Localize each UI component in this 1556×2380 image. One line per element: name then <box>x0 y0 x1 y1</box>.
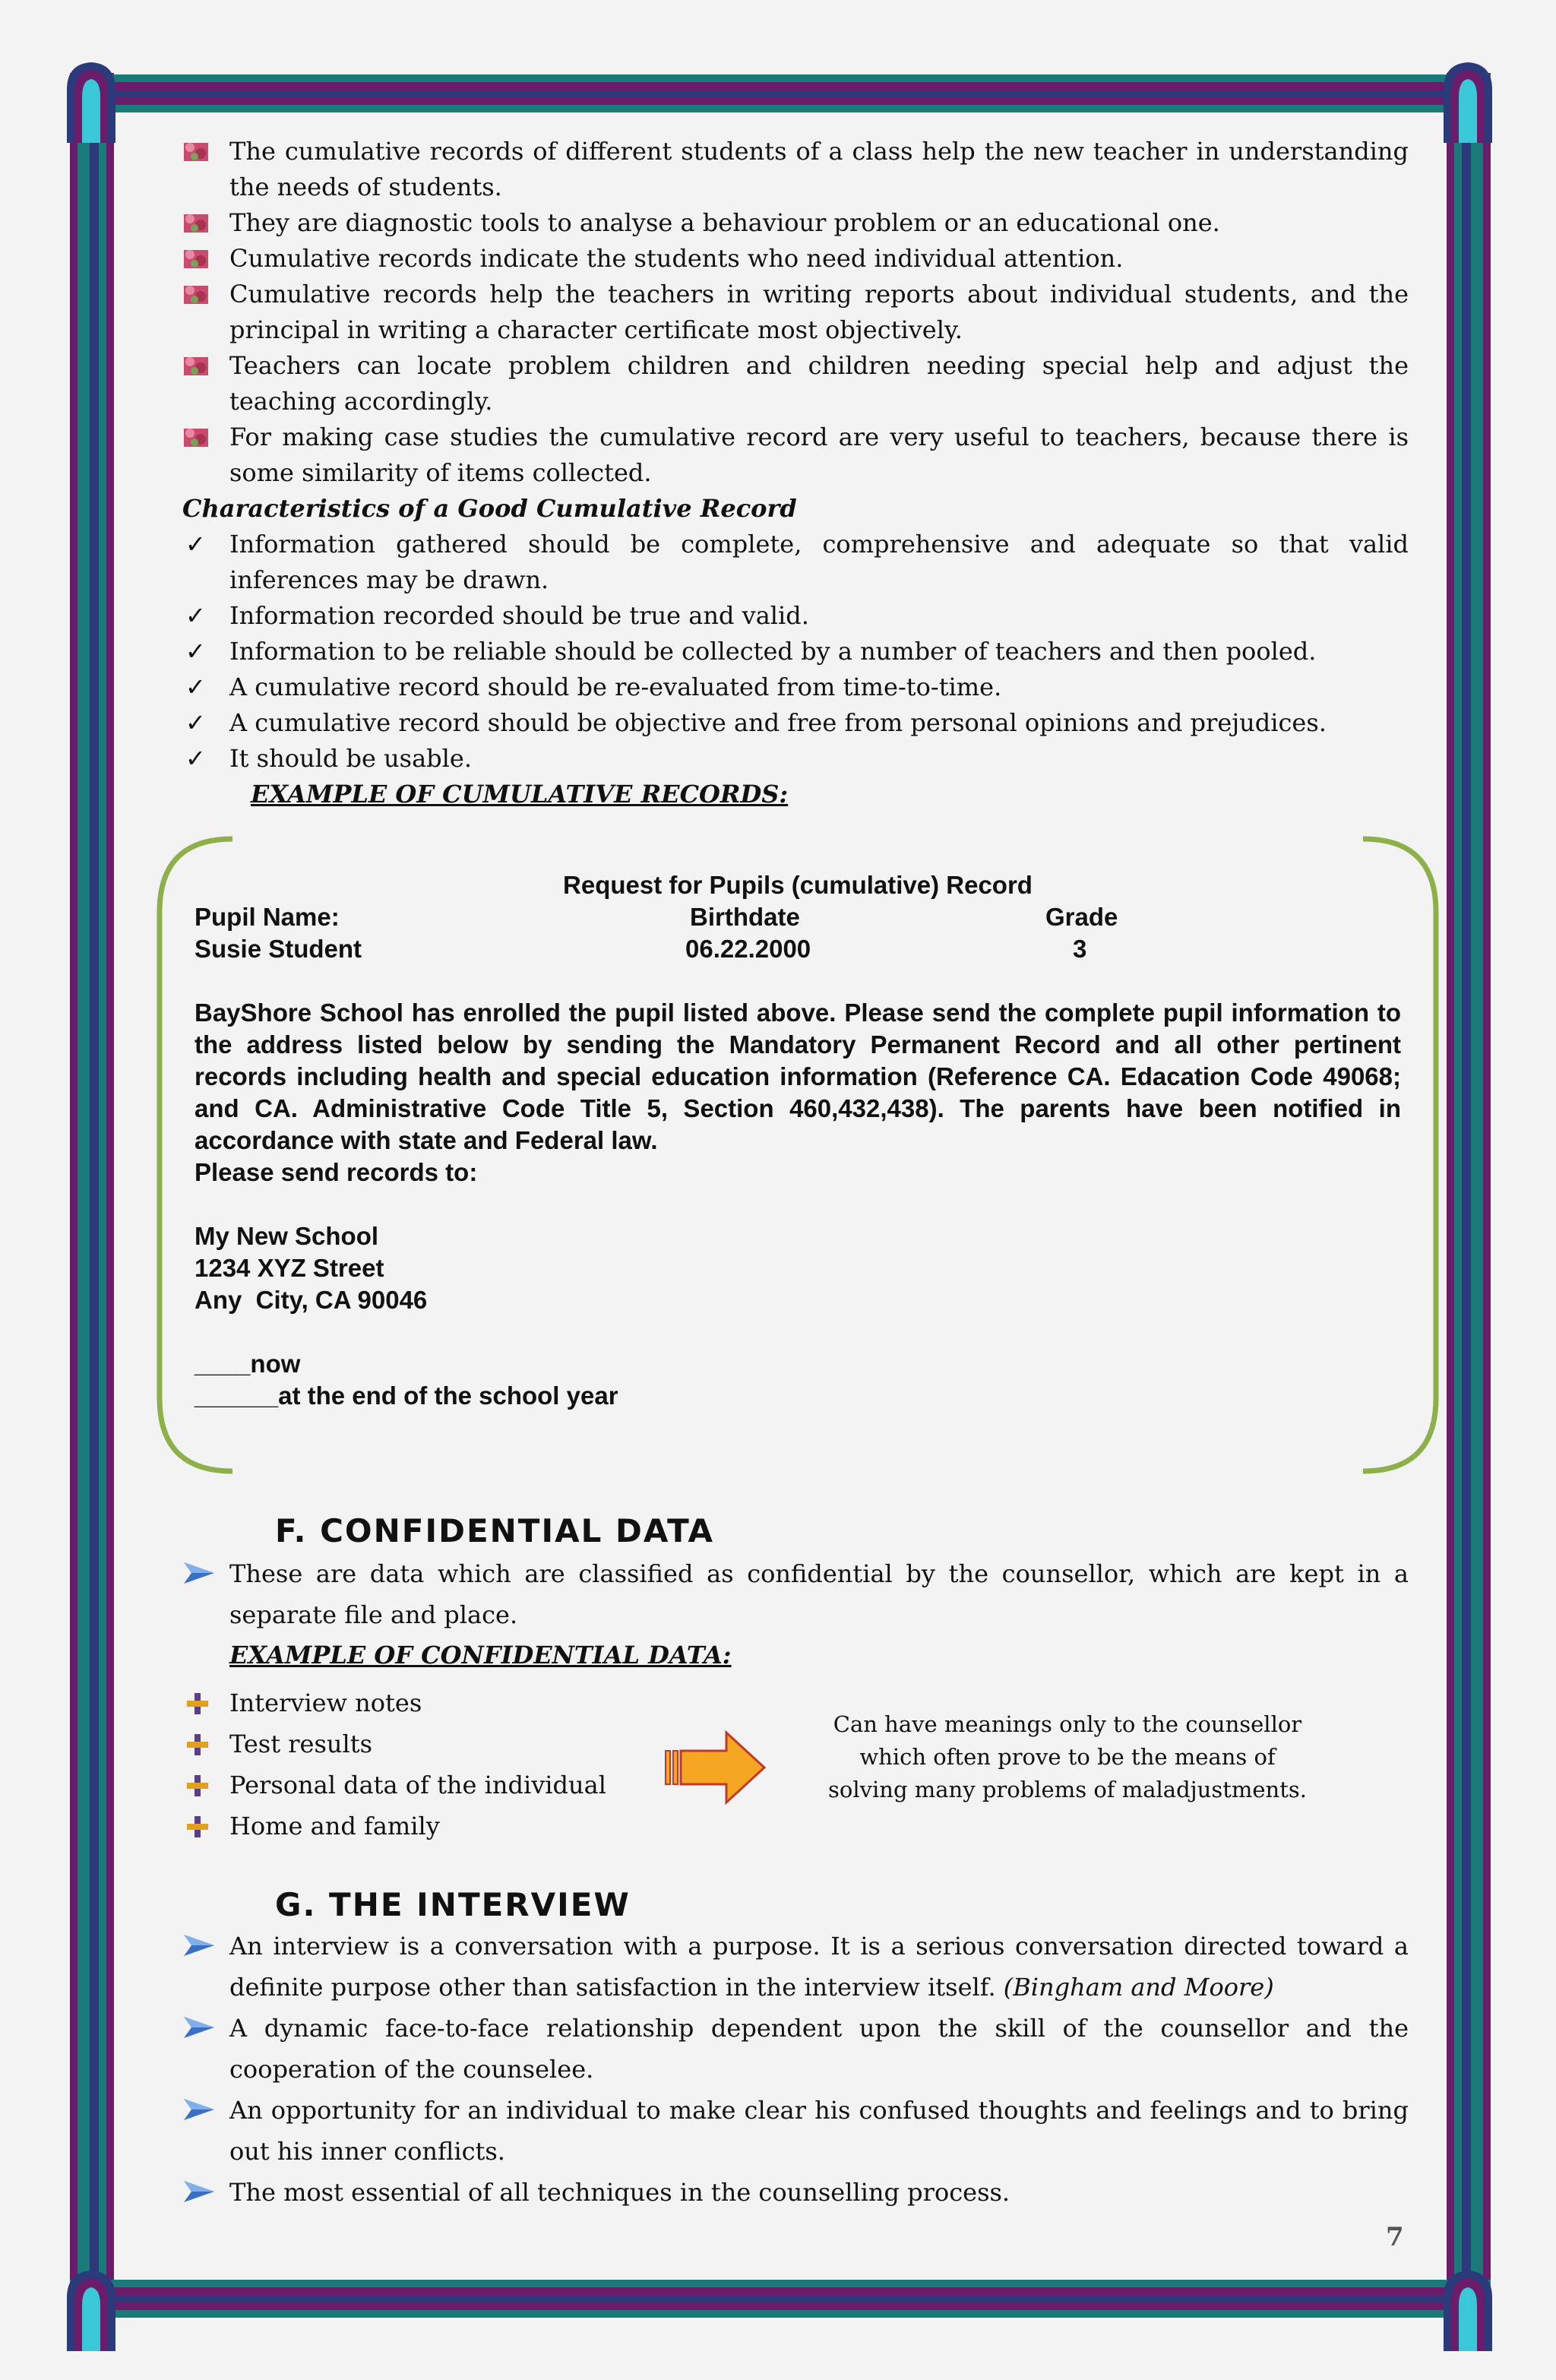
corner-ornament-bottom-right <box>1439 2268 1497 2351</box>
address-line: My New School <box>194 1222 379 1250</box>
birthdate-label: Birthdate <box>690 903 800 931</box>
grade-value: 3 <box>1073 935 1087 963</box>
arrow-bullet-icon <box>182 2178 216 2205</box>
list-item: They are diagnostic tools to analyse a behaviour problem or an educational one. <box>182 205 1409 241</box>
characteristics-heading: Characteristics of a Good Cumulative Record <box>182 494 797 523</box>
list-item: An opportunity for an individual to make clear his confused thoughts and feelings and to bring out his inner conflicts. <box>182 2090 1409 2172</box>
record-title: Request for Pupils (cumulative) Record <box>563 871 1033 899</box>
list-item: The cumulative records of different students of a class help the new teacher in understanding the needs of students. <box>182 134 1409 205</box>
plus-bullet-icon <box>185 1692 210 1716</box>
page-content <box>182 134 1409 812</box>
option-end-of-year: ______at the end of the school year <box>194 1381 618 1410</box>
option-now: ____now <box>194 1350 301 1378</box>
list-item: ✓ Information gathered should be complete, comprehensive and adequate so that valid inferences may be drawn. <box>182 527 1409 598</box>
flower-bullet-icon <box>182 424 210 450</box>
confidential-note: Can have meanings only to the counsellor which often prove to be the means of solving many problems of maladjustments. <box>828 1711 1307 1802</box>
checkmark-icon: ✓ <box>185 530 206 559</box>
uses-list <box>182 134 1409 491</box>
list-item: These are data which are classified as confidential by the counsellor, which are kept in a separate file and place. <box>182 1553 1409 1635</box>
list-item: Cumulative records indicate the students who need individual attention. <box>182 241 1409 277</box>
list-item: Teachers can locate problem children and children needing special help and adjust the teaching accordingly. <box>182 348 1409 419</box>
checkmark-icon: ✓ <box>185 601 206 630</box>
list-item: ✓ A cumulative record should be re-evaluated from time-to-time. <box>182 669 1409 705</box>
list-item: ✓ A cumulative record should be objective and free from personal opinions and prejudices. <box>182 705 1409 741</box>
arrow-bullet-icon <box>182 1932 216 1959</box>
record-labels-row <box>194 901 1401 933</box>
checkmark-icon: ✓ <box>185 637 206 666</box>
example-confidential-heading: EXAMPLE OF CONFIDENTIAL DATA: <box>229 1641 732 1669</box>
flower-bullet-icon <box>182 353 210 378</box>
birthdate-value: 06.22.2000 <box>685 935 811 963</box>
page-number: 7 <box>1386 2222 1404 2252</box>
list-item: Personal data of the individual <box>182 1764 1409 1806</box>
list-item: ✓ Information to be reliable should be collected by a number of teachers and then pooled. <box>182 634 1409 669</box>
corner-ornament-top-left <box>62 59 120 143</box>
list-item: The most essential of all techniques in the counselling process. <box>182 2172 1409 2213</box>
list-item: Test results <box>182 1723 1409 1764</box>
flower-bullet-icon <box>182 245 210 271</box>
checkmark-icon: ✓ <box>185 673 206 701</box>
plus-bullet-icon <box>185 1815 210 1839</box>
interview-heading: G. THE INTERVIEW <box>275 1886 631 1923</box>
arrow-bullet-icon <box>182 1559 216 1587</box>
pupil-name-value: Susie Student <box>194 935 362 963</box>
flower-bullet-icon <box>182 281 210 307</box>
list-item: Interview notes <box>182 1682 1409 1723</box>
page-border-top <box>70 74 1491 112</box>
plus-bullet-icon <box>185 1774 210 1798</box>
cumulative-record-form <box>152 836 1444 1474</box>
citation: (Bingham and Moore) <box>1003 1973 1274 2002</box>
list-item: Cumulative records help the teachers in writing reports about individual students, and the principal in writing a character certificate most objectively. <box>182 277 1409 348</box>
characteristics-list <box>182 527 1409 777</box>
confidential-heading: F. CONFIDENTIAL DATA <box>275 1512 714 1549</box>
checkmark-icon: ✓ <box>185 708 206 737</box>
flower-bullet-icon <box>182 210 210 236</box>
plus-bullet-icon <box>185 1733 210 1757</box>
example-records-heading: EXAMPLE OF CUMULATIVE RECORDS: <box>251 780 789 809</box>
right-arrow-icon <box>663 1730 769 1806</box>
list-item: ✓ It should be usable. <box>182 741 1409 777</box>
corner-ornament-top-right <box>1439 59 1497 143</box>
list-item: Home and family <box>182 1806 1409 1847</box>
checkmark-icon: ✓ <box>185 744 206 773</box>
page-border-right <box>1447 73 1491 2307</box>
list-item: A dynamic face-to-face relationship dependent upon the skill of the counsellor and the cooperation of the counselee. <box>182 2008 1409 2090</box>
corner-ornament-bottom-left <box>62 2268 120 2351</box>
arrow-bullet-icon <box>182 2096 216 2123</box>
address-line: 1234 XYZ Street <box>194 1254 384 1282</box>
page-border-bottom <box>70 2280 1491 2318</box>
list-item: ✓ Information recorded should be true and valid. <box>182 598 1409 634</box>
arrow-bullet-icon <box>182 2014 216 2041</box>
send-to-label: Please send records to: <box>194 1158 478 1186</box>
pupil-name-label: Pupil Name: <box>194 903 340 931</box>
address-line: Any City, CA 90046 <box>194 1286 428 1314</box>
grade-label: Grade <box>1045 903 1118 931</box>
record-paragraph: BayShore School has enrolled the pupil listed above. Please send the complete pupil information to the address listed below by sending the Mandatory Permanent Record and all other pertinent records including health and special education information (Reference CA. Edacation Code 49068; and CA. Administrative Code Title 5, Section 460,432,438). The parents have been notified in accordance with state and Federal law. <box>194 999 1401 1154</box>
list-item: An interview is a conversation with a purpose. It is a serious conversation directed toward a definite purpose other than satisfaction in the interview itself. (Bingham and Moore) <box>182 1926 1409 2008</box>
list-item: For making case studies the cumulative record are very useful to teachers, because there is some similarity of items collected. <box>182 419 1409 491</box>
record-values-row <box>194 933 1401 965</box>
interview-section <box>182 1926 1409 2213</box>
page-border-left <box>70 73 114 2307</box>
flower-bullet-icon <box>182 138 210 164</box>
